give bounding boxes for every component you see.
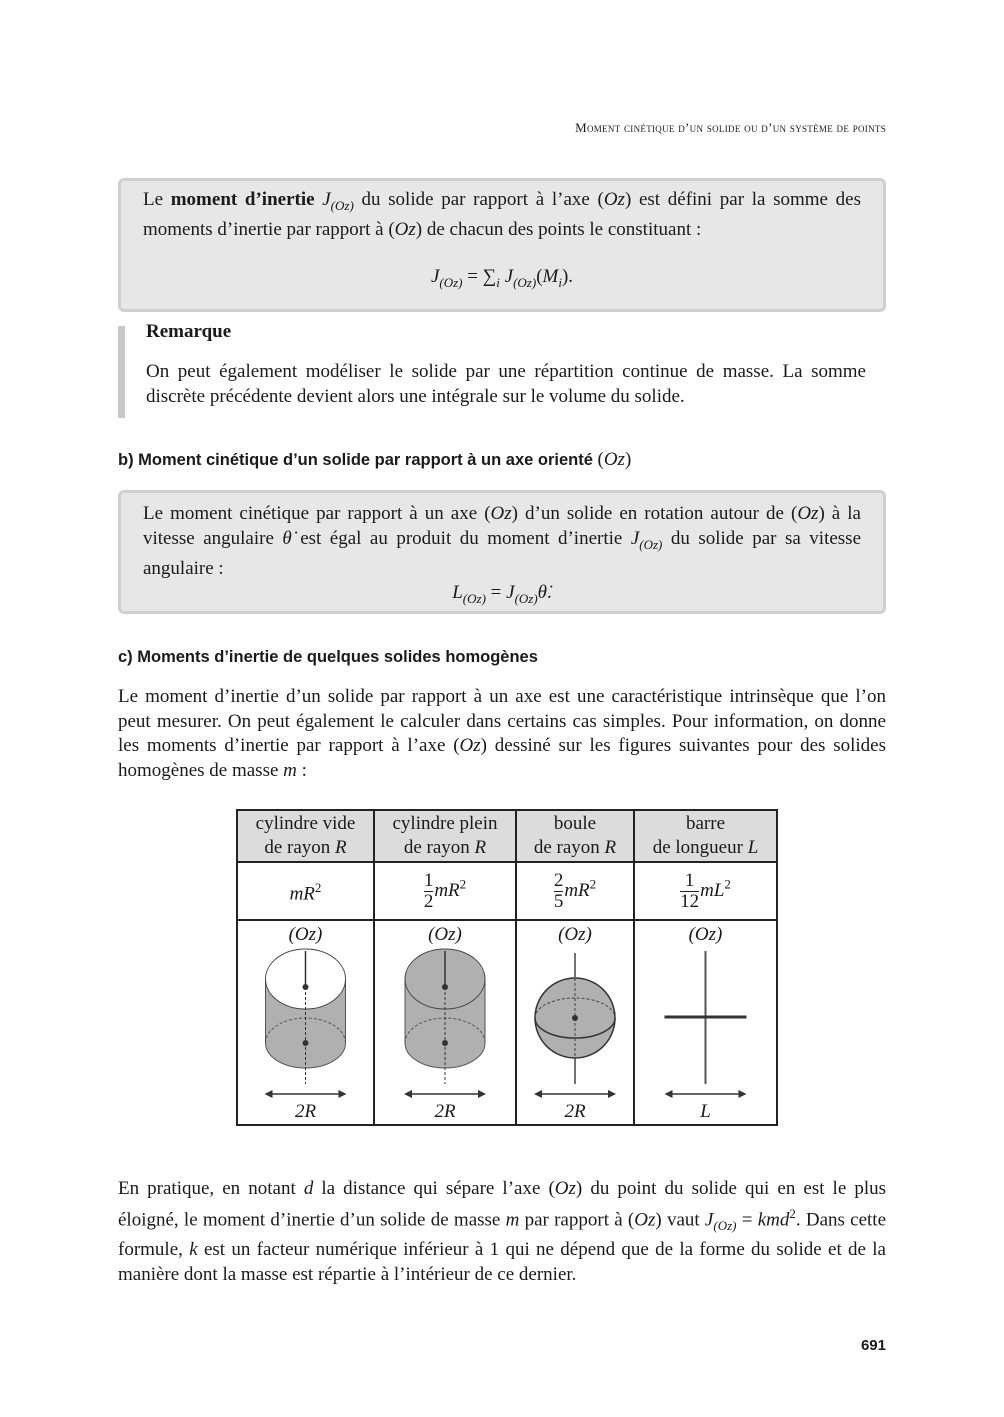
- text-segment: = ∑: [462, 265, 497, 287]
- text-segment: J: [322, 189, 331, 210]
- text-segment: Oz: [394, 219, 416, 241]
- remark-bar: [118, 326, 125, 418]
- header-variable: R: [335, 837, 347, 858]
- text-segment: est un facteur numérique inférieur à 1 qui ne dépend que de la forme du solide et de la manière dont la masse est répartie à l’intérieur de ce dernier.: [118, 1239, 886, 1285]
- text-segment: . Dans cette formule,: [118, 1208, 887, 1261]
- figure-cell: [237, 920, 374, 1125]
- figure-cell: [634, 920, 777, 1125]
- formula-exponent: 2: [589, 876, 597, 892]
- text-segment: Le: [143, 189, 171, 210]
- formula-expression: mR: [564, 879, 590, 901]
- heading-b: [118, 449, 631, 471]
- fraction-denominator: 2: [423, 890, 434, 912]
- formula-cell: [634, 862, 777, 920]
- text-segment: (Oz): [713, 1217, 737, 1233]
- text-segment: ) est défini par la somme des moments d’inertie par rapport à (: [143, 189, 861, 241]
- text-segment: (: [597, 449, 604, 470]
- text-segment: du solide par rapport à l’axe (: [353, 189, 604, 210]
- fraction: [424, 871, 434, 912]
- formula-exponent: 2: [314, 879, 322, 895]
- formula-cell: [516, 862, 634, 920]
- text-segment: Oz: [459, 735, 481, 756]
- text-segment: J: [704, 1208, 714, 1230]
- figure-cell: [516, 920, 634, 1125]
- header-line-1: cylindre plein: [392, 813, 498, 834]
- text-segment: θ̇: [537, 582, 548, 604]
- solid-cylinder-figure: [375, 921, 515, 1117]
- text-segment: J: [506, 582, 515, 604]
- remark-text: [146, 360, 866, 409]
- rod-figure: [635, 921, 776, 1117]
- text-segment: ) à la vitesse angulaire: [143, 503, 861, 549]
- text-segment: m: [283, 759, 297, 781]
- formula-expression: mR: [289, 883, 315, 905]
- equation-inertia-sum: [143, 265, 861, 295]
- definition-text: [143, 188, 861, 243]
- axis-label: (Oz): [688, 924, 723, 945]
- definition-box-inertia: [118, 178, 886, 312]
- text-segment: Oz: [634, 1208, 656, 1230]
- header-line-1: boule: [553, 813, 597, 834]
- text-segment: Oz: [554, 1178, 576, 1199]
- paragraph-intro: [118, 685, 886, 783]
- formula-exponent: 2: [724, 876, 731, 892]
- header-line-1: barre: [685, 813, 726, 834]
- text-segment: d: [303, 1178, 314, 1199]
- text-segment: Oz: [490, 503, 512, 524]
- table-header-cell: [516, 810, 634, 862]
- text-segment: L: [452, 582, 463, 604]
- text-segment: (Oz): [639, 536, 663, 552]
- table-header-cell: [634, 810, 777, 862]
- axis-label: (Oz): [558, 924, 592, 945]
- text-segment: J: [430, 265, 440, 287]
- header-variable: L: [747, 837, 759, 858]
- header-variable: R: [474, 837, 487, 858]
- text-segment: En pratique, en notant: [118, 1178, 304, 1199]
- formula-exponent: 2: [459, 876, 467, 892]
- text-segment: J: [499, 265, 514, 287]
- page-number: 691: [860, 1337, 886, 1354]
- text-segment: =: [485, 582, 507, 604]
- header-line-1: cylindre vide: [255, 813, 356, 834]
- header-variable: R: [604, 837, 617, 858]
- text-segment: θ̇: [282, 527, 292, 549]
- text-segment: Oz: [797, 503, 819, 524]
- heading-c: c) Moments d’inertie de quelques solides homogènes: [118, 648, 538, 666]
- text-segment: la distance qui sépare l’axe (: [313, 1178, 555, 1199]
- inertia-table: [236, 809, 778, 1126]
- text-segment: moment d’inertie: [170, 189, 323, 210]
- text-segment: k: [189, 1239, 198, 1261]
- text-segment: =: [736, 1208, 758, 1230]
- text-segment: 2: [789, 1205, 796, 1221]
- fraction: [554, 871, 564, 912]
- hollow-cylinder-figure: [238, 921, 373, 1117]
- dimension-label: 2R: [564, 1101, 586, 1122]
- text-segment: kmd: [757, 1208, 790, 1230]
- text-segment: ) dessiné sur les figures suivantes pour des solides homogènes de masse: [118, 735, 886, 781]
- text-segment: J: [630, 527, 640, 549]
- axis-label: (Oz): [428, 924, 462, 945]
- text-segment: ): [624, 449, 632, 470]
- fraction-numerator: 2: [553, 869, 564, 891]
- dimension-label: 2R: [434, 1101, 456, 1122]
- header-line-2: de longueur L: [652, 837, 759, 858]
- formula-cell: [374, 862, 516, 920]
- text-segment: On peut également modéliser le solide par une répartition continue de masse. La somme discrète précédente devient alors une intégrale sur le volume du solide.: [146, 361, 866, 407]
- header-line-2: de rayon R: [264, 837, 347, 858]
- text-segment: (Oz): [513, 274, 537, 290]
- fraction-numerator: 1: [680, 871, 699, 892]
- text-segment: b) Moment cinétique d’un solide par rapport à un axe orienté: [118, 451, 598, 469]
- definition-box-angular-momentum: [118, 490, 886, 614]
- fraction-numerator: 1: [423, 869, 434, 891]
- text-segment: (Oz): [462, 591, 486, 607]
- text-segment: M: [542, 265, 559, 287]
- text-segment: (Oz): [439, 274, 463, 290]
- header-line-2: de rayon R: [403, 837, 487, 858]
- text-segment: Le moment d’inertie d’un solide par rapport à un axe est une caractéristique intrinsèque que l’on peut mesurer. On peut également le calculer dans certains cas simples. Pour information, on donne les moments d’inertie par rapport à l’axe (: [118, 686, 886, 756]
- text-segment: Le moment cinétique par rapport à un axe (: [143, 503, 491, 524]
- text-segment: i: [496, 274, 500, 290]
- text-segment: .: [547, 582, 552, 604]
- axis-label: (Oz): [288, 924, 323, 945]
- text-segment: est égal au produit du moment d’inertie: [291, 527, 631, 549]
- formula-expression: mL: [700, 879, 725, 901]
- text-segment: ) d’un solide en rotation autour de (: [511, 503, 798, 524]
- fraction-denominator: 12: [680, 890, 700, 912]
- text-segment: (: [536, 265, 543, 287]
- text-segment: (Oz): [514, 591, 538, 607]
- text-segment: :: [296, 759, 307, 781]
- table-header-cell: [237, 810, 374, 862]
- text-segment: ) de chacun des points le constituant :: [415, 219, 702, 241]
- fraction-denominator: 5: [553, 890, 564, 912]
- paragraph-conclusion: [118, 1177, 886, 1287]
- figure-cell: [374, 920, 516, 1125]
- dimension-label: L: [700, 1101, 711, 1122]
- text-segment: ) du point du solide qui en est le plus éloigné, le moment d’inertie d’un solide de masse: [118, 1178, 887, 1230]
- text-segment: ) vaut: [655, 1208, 705, 1230]
- equation-angular-momentum: [143, 581, 861, 611]
- text-segment: Oz: [603, 189, 625, 210]
- definition-text: [143, 502, 861, 581]
- remark-title: Remarque: [146, 321, 232, 342]
- table-header-cell: [374, 810, 516, 862]
- text-segment: du solide par sa vitesse angulaire :: [143, 527, 861, 579]
- text-segment: (Oz): [330, 197, 354, 213]
- sphere-figure: [517, 921, 633, 1117]
- formula-cell: [237, 862, 374, 920]
- formula-expression: mR: [434, 879, 460, 901]
- text-segment: i: [558, 274, 562, 290]
- dimension-label: 2R: [294, 1101, 317, 1122]
- running-header: Moment cinétique d’un solide ou d’un système de points: [575, 120, 886, 135]
- text-segment: m: [505, 1208, 520, 1230]
- text-segment: ).: [561, 265, 574, 287]
- header-line-2: de rayon R: [533, 837, 617, 858]
- text-segment: par rapport à (: [519, 1208, 635, 1230]
- fraction: [680, 871, 699, 912]
- text-segment: Oz: [603, 449, 625, 470]
